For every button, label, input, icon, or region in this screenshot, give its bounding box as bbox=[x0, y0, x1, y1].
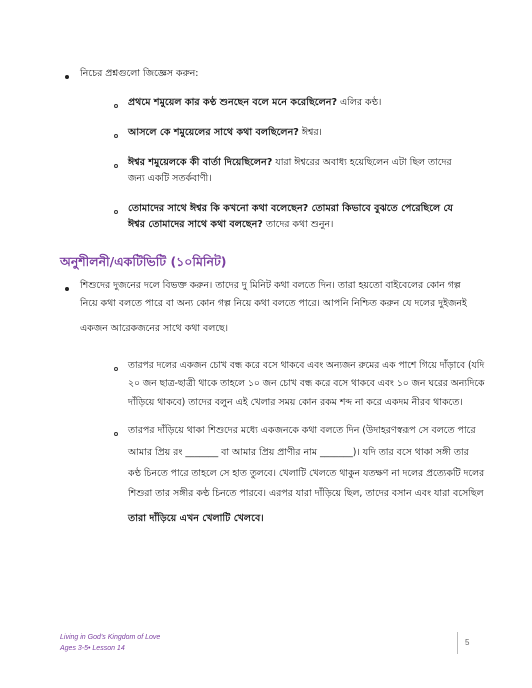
question-2-answer: ঈশ্বর। bbox=[298, 127, 322, 138]
sub-bullet-circle bbox=[114, 210, 118, 214]
sub-item-1-line-2: ২০ জন ছাত্র-ছাত্রী থাকে তাহলে ১০ জন চোখ বন্ধ করে বসে থাকবে এবং ১০ জন ঘরের অন্যদিকে bbox=[128, 378, 485, 389]
footer-title: Living in God’s Kingdom of Love bbox=[60, 634, 161, 641]
question-3 bbox=[128, 156, 452, 170]
sub-bullet-circle bbox=[114, 164, 118, 168]
question-1-answer: এলির কণ্ঠ। bbox=[337, 97, 382, 108]
question-1 bbox=[128, 96, 381, 110]
sub-bullet-circle bbox=[114, 367, 118, 371]
sub-item-2-line-5: তারা দাঁড়িয়ে এখন খেলাটি খেলবে। bbox=[128, 513, 264, 524]
activity-line-2: নিয়ে কথা বলতে পারে বা অন্য কোন গল্প নিয়ে কথা বলতে পারে। আপনি নিশ্চিত করুন যে দলের দুইজনই bbox=[80, 298, 467, 309]
activity-line-3: একজন আরেকজনের সাথে কথা বলছে। bbox=[80, 323, 229, 334]
question-3-answer: যারা ঈশ্বরের অবাধ্য হয়েছিলেন এটা ছিল তাদের bbox=[272, 157, 452, 168]
footer-subtitle: Ages 3-5• Lesson 14 bbox=[60, 645, 125, 652]
question-4-line2-bold: ঈশ্বর তোমাদের সাথে কথা বলছেন? bbox=[128, 219, 263, 230]
question-2-bold: আসলে কে শমুয়েলের সাথে কথা বলছিলেন? bbox=[128, 127, 299, 138]
question-4-answer: তাদের কথা শুনুন। bbox=[262, 219, 334, 230]
sub-item-2-line-4: শিশুরা তার সঙ্গীর কণ্ঠ চিনতে পারবে। এরপর যারা দাঁড়িয়ে ছিল, তাদের বসান এবং যারা বসেছিল bbox=[128, 488, 484, 499]
question-2 bbox=[128, 126, 322, 140]
question-4-line2 bbox=[128, 218, 333, 232]
footer-divider bbox=[457, 632, 458, 654]
sub-item-2-line-1: তারপর দাঁড়িয়ে থাকা শিশুদের মধ্যে একজনকে কথা বলতে দিন (উদাহরণস্বরূপ সে বলতে পারে bbox=[128, 425, 476, 436]
activity-line-1: শিশুদের দুজনের দলে বিভক্ত করুন। তাদের দু মিনিট কথা বলতে দিন। তারা হয়তো বাইবেলের কোন গল্প bbox=[80, 280, 461, 291]
activity-heading: অনুশীলনী/একটিভিটি (১০মিনিট) bbox=[60, 254, 227, 269]
question-3-bold: ঈশ্বর শমুয়েলকে কী বার্তা দিয়েছিলেন? bbox=[128, 157, 273, 168]
sub-bullet-circle bbox=[114, 134, 118, 138]
sub-item-1-line-1: তারপর দলের একজন চোখ বন্ধ করে বসে থাকবে এবং অন্যজন রুমের এক পাশে গিয়ে দাঁড়াবে (যদি bbox=[128, 360, 485, 371]
bullet-dot bbox=[65, 75, 69, 79]
sub-item-2-line-2: আমার প্রিয় রং _______ বা আমার প্রিয় প্রাণীর নাম _______)। যদি তার বসে থাকা সঙ্গী তার bbox=[128, 447, 469, 458]
page-number: 5 bbox=[465, 638, 470, 647]
sub-bullet-circle bbox=[114, 104, 118, 108]
question-3-line2: জন্য একটি সতর্কবাণী। bbox=[128, 173, 212, 184]
sub-item-1-line-3: দাঁড়িয়ে থাকবে) তাদের বলুন এই খেলার সময় কোন রকম শব্দ না করে একদম নীরব থাকতে। bbox=[128, 397, 463, 408]
sub-bullet-circle bbox=[114, 432, 118, 436]
bullet-dot bbox=[65, 287, 69, 291]
intro-bullet-text: নিচের প্রশ্নগুলো জিজ্ঞেস করুন: bbox=[80, 68, 199, 79]
question-4-bold: তোমাদের সাথে ঈশ্বর কি কখনো কথা বলেছেন? তোমরা কিভাবে বুঝতে পেরেছিলে যে bbox=[128, 203, 453, 214]
question-1-bold: প্রথমে শমুয়েল কার কণ্ঠ শুনছেন বলে মনে করেছিলেন? bbox=[128, 97, 338, 108]
sub-item-2-line-3: কণ্ঠ চিনতে পারে তাহলে সে হাত তুলবে। খেলাটি খেলতে থাকুন যতক্ষণ না দলের প্রত্যেকটি দলের bbox=[128, 468, 485, 479]
